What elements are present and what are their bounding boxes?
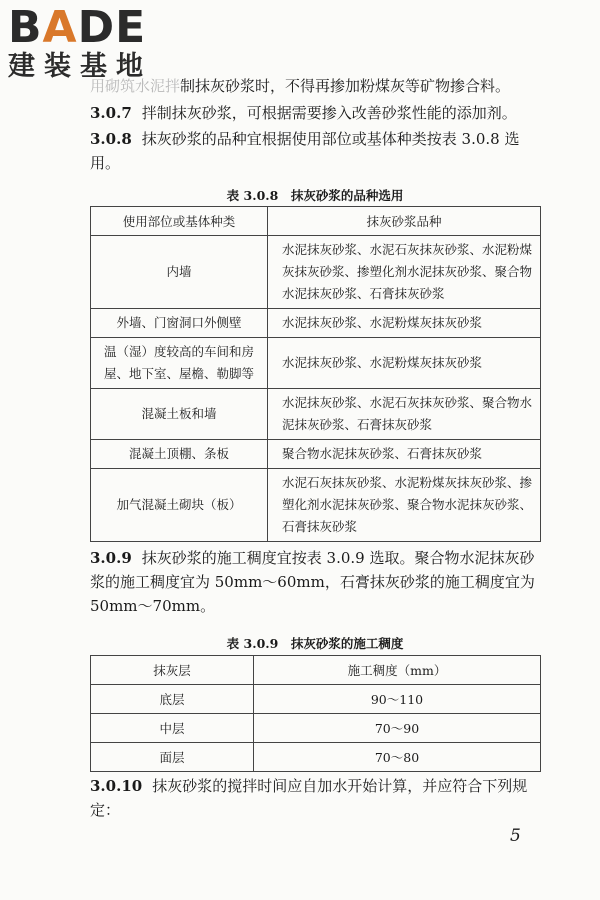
- clause-3-0-9: [90, 546, 540, 618]
- table-row: [91, 309, 541, 338]
- table-row: [91, 338, 541, 389]
- clause-3-0-7: [90, 101, 517, 125]
- table-row: [91, 440, 541, 469]
- consistency-table: [90, 655, 541, 772]
- table-row: [91, 469, 541, 542]
- clause-3-0-10: [90, 774, 540, 822]
- table-row: [91, 743, 541, 772]
- table-row: [91, 236, 541, 309]
- table-caption: 表 3.0.8 抹灰砂浆的品种选用: [226, 188, 404, 203]
- table-cell: 面层: [91, 743, 254, 772]
- clause-number: 3.0.7: [90, 104, 132, 122]
- table-cell: 水泥抹灰砂浆、水泥粉煤灰抹灰砂浆: [268, 338, 541, 389]
- table-cell: 温（湿）度较高的车间和房屋、地下室、屋檐、勒脚等: [91, 338, 268, 389]
- continued-line: [90, 74, 510, 98]
- faded-text: 用砌筑水泥拌: [90, 77, 181, 95]
- table-cell: 底层: [91, 685, 254, 714]
- clause-text: 抹灰砂浆的施工稠度宜按表 3.0.9 选取。聚合物水泥抹灰砂浆的施工稠度宜为 50mm～60mm，石膏抹灰砂浆的施工稠度宜为 50mm～70mm。: [90, 549, 535, 615]
- table-cell: 外墙、门窗洞口外侧壁: [91, 309, 268, 338]
- table-cell: 内墙: [91, 236, 268, 309]
- clause-text: 拌制抹灰砂浆，可根据需要掺入改善砂浆性能的添加剂。: [141, 104, 517, 122]
- table-header-cell: 使用部位或基体种类: [91, 207, 268, 236]
- table-cell: 水泥抹灰砂浆、水泥石灰抹灰砂浆、水泥粉煤灰抹灰砂浆、掺塑化剂水泥抹灰砂浆、聚合物水泥抹灰砂浆、石膏抹灰砂浆: [268, 236, 541, 309]
- table-cell: 水泥抹灰砂浆、水泥粉煤灰抹灰砂浆: [268, 309, 541, 338]
- mortar-type-table: [90, 206, 541, 542]
- clause-number: 3.0.10: [90, 777, 143, 795]
- clause-text: 抹灰砂浆的品种宜根据使用部位或基体种类按表 3.0.8 选用。: [90, 130, 520, 172]
- table-row: [91, 389, 541, 440]
- table-row: [91, 685, 541, 714]
- clause-number: 3.0.9: [90, 549, 132, 567]
- page-number: 5: [510, 826, 521, 846]
- line-text: 制抹灰砂浆时，不得再掺加粉煤灰等矿物掺合料。: [180, 77, 511, 95]
- clause-number: 3.0.8: [90, 130, 132, 148]
- table-cell: 混凝土板和墙: [91, 389, 268, 440]
- table-header-cell: 施工稠度（mm）: [254, 656, 541, 685]
- table-cell: 加气混凝土砌块（板）: [91, 469, 268, 542]
- table-header-cell: 抹灰砂浆品种: [268, 207, 541, 236]
- table-header-row: [91, 207, 541, 236]
- table-cell: 水泥石灰抹灰砂浆、水泥粉煤灰抹灰砂浆、掺塑化剂水泥抹灰砂浆、聚合物水泥抹灰砂浆、石膏抹灰砂浆: [268, 469, 541, 542]
- table-cell: 中层: [91, 714, 254, 743]
- logo-wordmark: BADE: [8, 2, 147, 53]
- clause-text: 抹灰砂浆的搅拌时间应自加水开始计算，并应符合下列规定：: [90, 777, 528, 819]
- table-cell: 70～80: [254, 743, 541, 772]
- table-caption: 表 3.0.9 抹灰砂浆的施工稠度: [226, 636, 404, 651]
- table-cell: 水泥抹灰砂浆、水泥石灰抹灰砂浆、聚合物水泥抹灰砂浆、石膏抹灰砂浆: [268, 389, 541, 440]
- table-header-cell: 抹灰层: [91, 656, 254, 685]
- table-row: [91, 714, 541, 743]
- clause-3-0-8: [90, 127, 540, 175]
- logo-subtitle: 建装基地: [8, 51, 152, 82]
- table-cell: 70～90: [254, 714, 541, 743]
- table-cell: 混凝土顶棚、条板: [91, 440, 268, 469]
- table-header-row: [91, 656, 541, 685]
- brand-logo: [8, 2, 152, 82]
- table-cell: 90～110: [254, 685, 541, 714]
- table-cell: 聚合物水泥抹灰砂浆、石膏抹灰砂浆: [268, 440, 541, 469]
